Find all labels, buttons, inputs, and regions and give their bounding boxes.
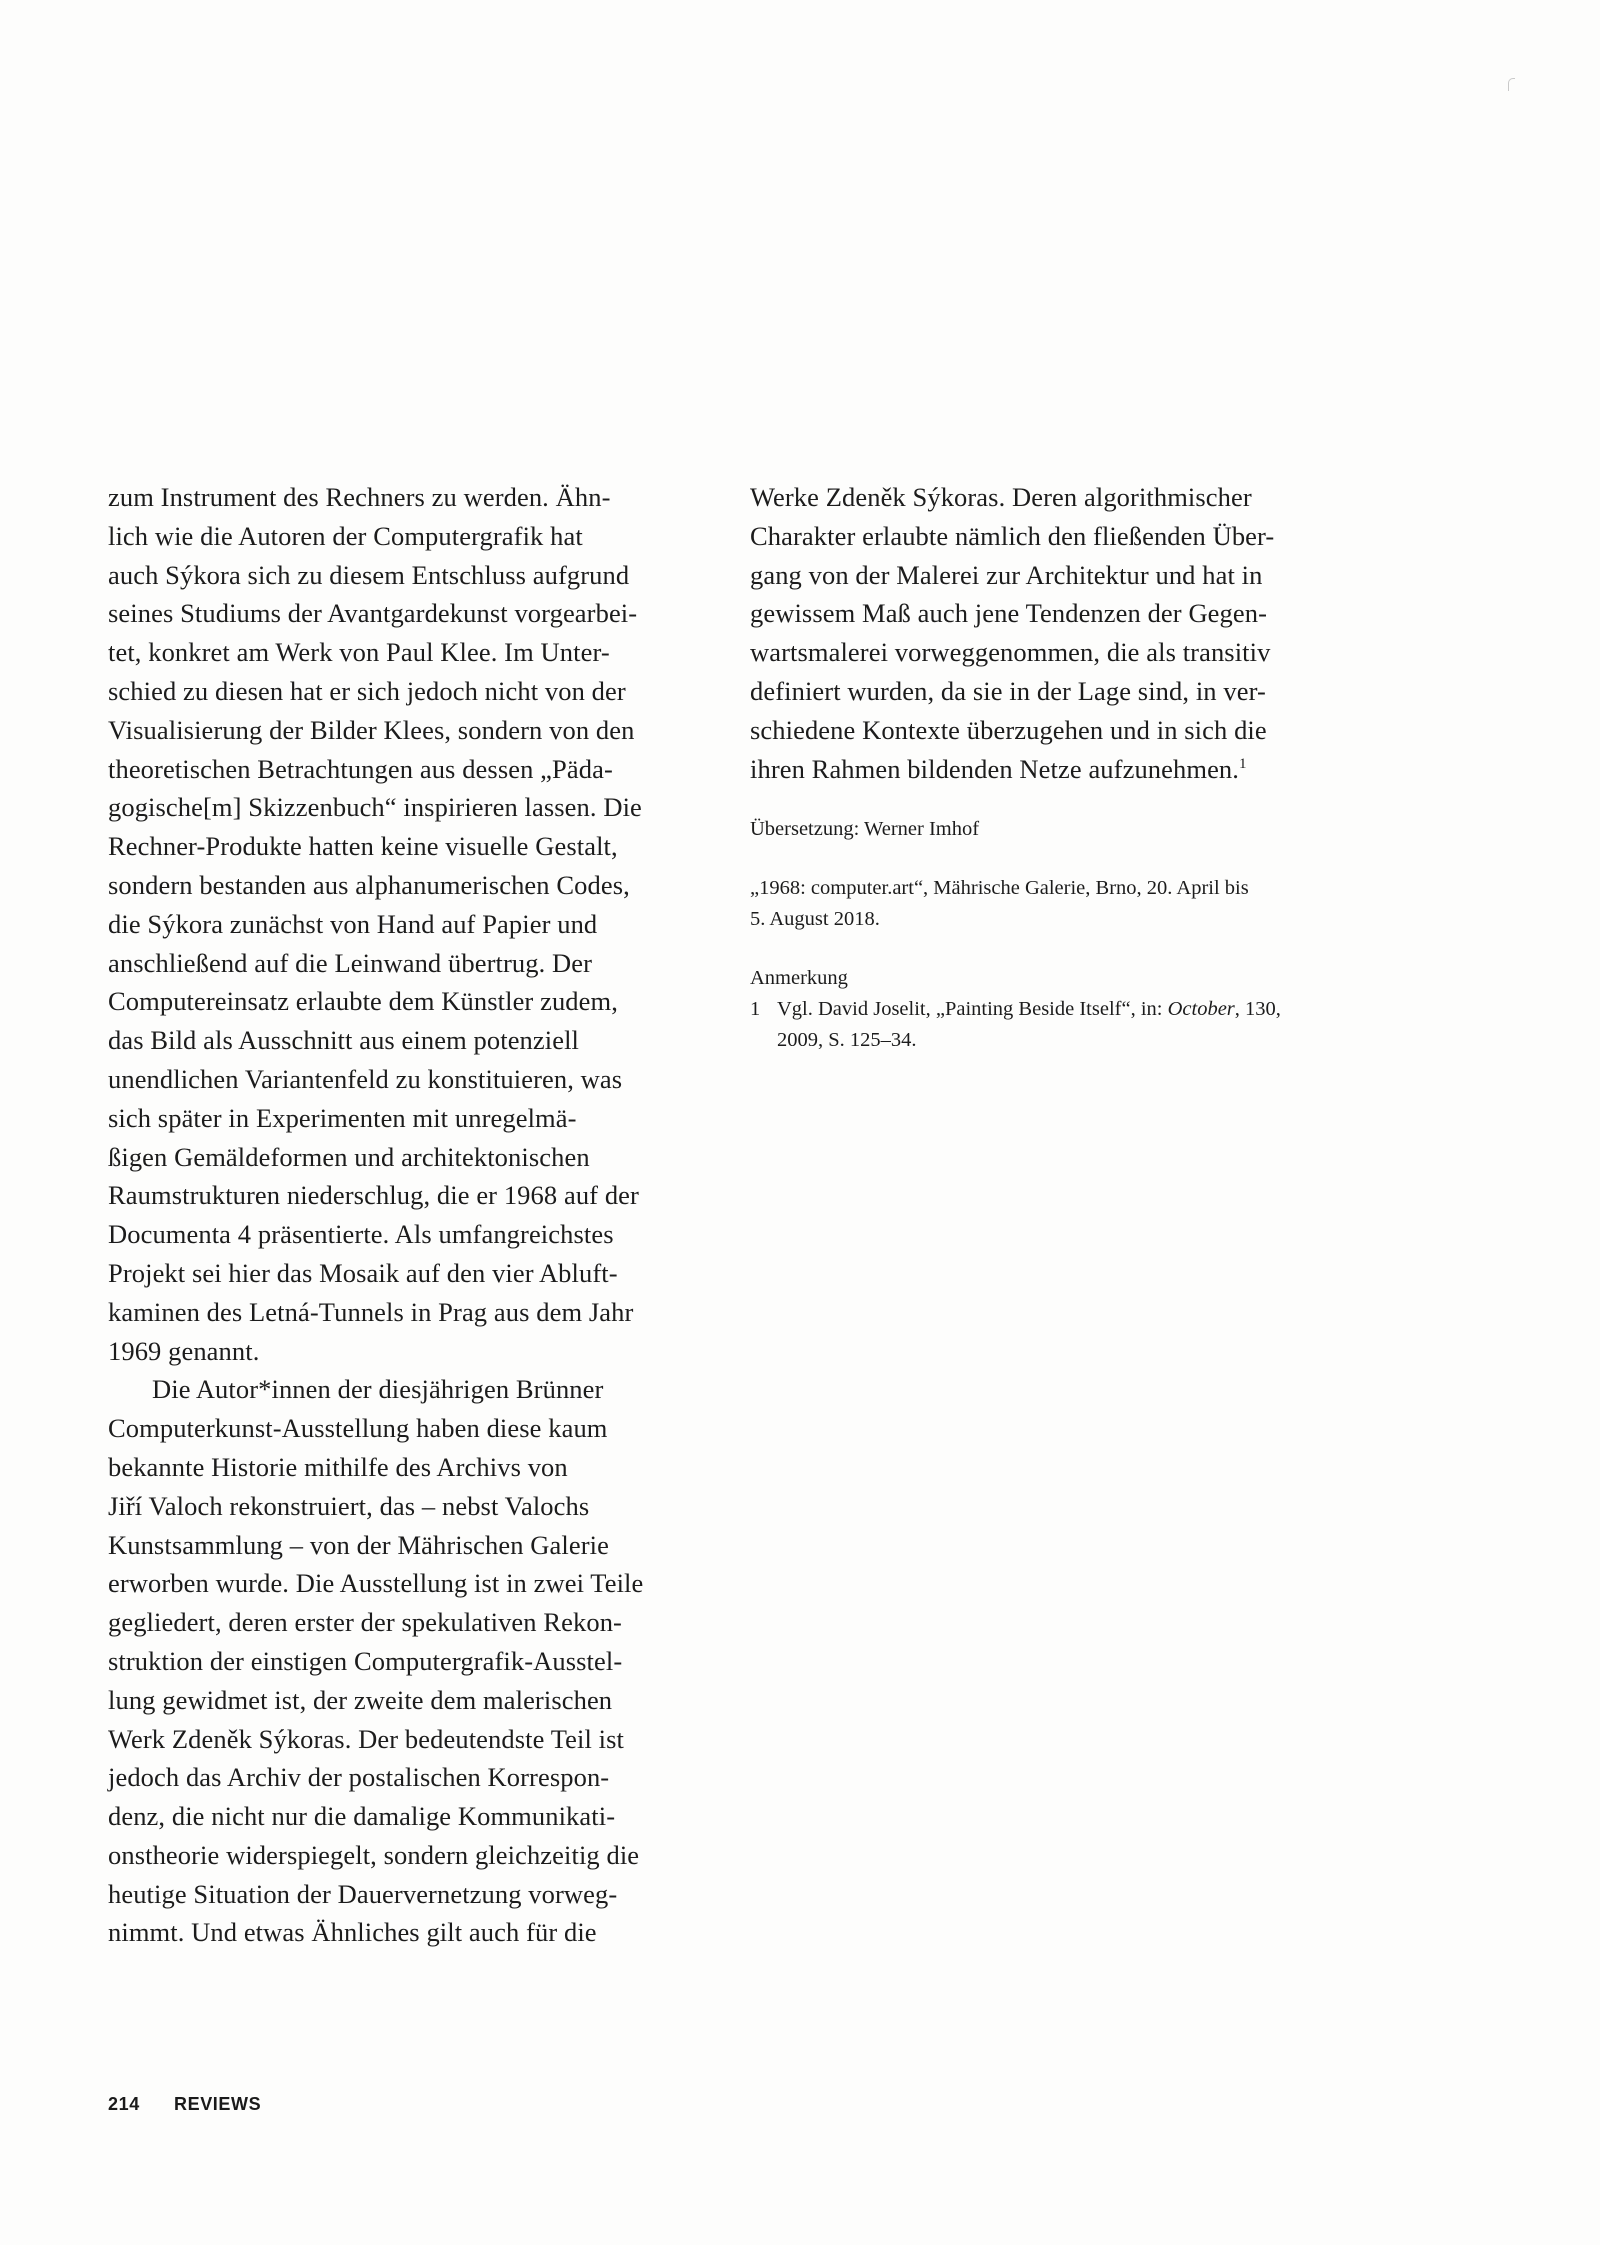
text-line: Documenta 4 präsentierte. Als umfangreichstes	[108, 1219, 614, 1250]
text-line: jedoch das Archiv der postalischen Korrespon-	[108, 1762, 610, 1793]
text-line: schied zu diesen hat er sich jedoch nicht von der	[108, 675, 626, 706]
text-line: Jiří Valoch rekonstruiert, das – nebst Valochs	[108, 1490, 590, 1521]
text-line: schiedene Kontexte überzugehen und in sich die	[750, 714, 1267, 745]
text-line: unendlichen Variantenfeld zu konstituieren, was	[108, 1063, 623, 1094]
text-line: Computerkunst-Ausstellung haben diese kaum	[108, 1413, 608, 1444]
text-line: Computereinsatz erlaubte dem Künstler zudem,	[108, 986, 618, 1017]
exhibition-info	[750, 873, 1365, 935]
text-line: die Sýkora zunächst von Hand auf Papier und	[108, 908, 598, 939]
text-line: nimmt. Und etwas Ähnliches gilt auch für die	[108, 1917, 597, 1948]
text-line: wartsmalerei vorweggenommen, die als transitiv	[750, 637, 1271, 668]
text-line: heutige Situation der Dauervernetzung vorweg-	[108, 1878, 618, 1909]
text-line: tet, konkret am Werk von Paul Klee. Im Unter-	[108, 637, 610, 668]
text-line: struktion der einstigen Computergrafik-Ausstel-	[108, 1645, 623, 1676]
section-label: REVIEWS	[174, 2094, 262, 2114]
text-line: Raumstrukturen niederschlug, die er 1968 auf der	[108, 1180, 639, 1211]
text-line: kaminen des Letná-Tunnels in Prag aus dem Jahr	[108, 1296, 634, 1327]
text-line: Werke Zdeněk Sýkoras. Deren algorithmischer	[750, 482, 1252, 512]
page-number: 214	[108, 2094, 140, 2114]
text-line: Visualisierung der Bilder Klees, sondern von den	[108, 714, 635, 745]
text-line-content: ihren Rahmen bildenden Netze aufzunehmen.	[750, 753, 1240, 784]
text-line: Projekt sei hier das Mosaik auf den vier Abluft-	[108, 1257, 618, 1288]
text-line: seines Studiums der Avantgardekunst vorgearbei-	[108, 598, 638, 629]
footnote-line	[777, 994, 1365, 1025]
footnote-reference[interactable]: 1	[1239, 755, 1247, 772]
text-line: lich wie die Autoren der Computergrafik hat	[108, 520, 583, 551]
text-line: definiert wurden, da sie in der Lage sind, in ver-	[750, 675, 1266, 706]
text-line: theoretischen Betrachtungen aus dessen „Päda-	[108, 753, 613, 784]
scan-artifact-mark	[1508, 78, 1515, 91]
footnote-text: , 130,	[1234, 998, 1281, 1021]
text-line: zum Instrument des Rechners zu werden. Ähn-	[108, 482, 611, 512]
text-line: ßigen Gemäldeformen und architektonischen	[108, 1141, 590, 1172]
text-line: bekannte Historie mithilfe des Archivs von	[108, 1451, 568, 1482]
translation-credit: Übersetzung: Werner Imhof	[750, 818, 980, 841]
text-line-last	[750, 750, 1365, 789]
notes-heading: Anmerkung	[750, 967, 848, 990]
text-line: gogische[m] Skizzenbuch“ inspirieren lassen. Die	[108, 792, 642, 823]
exhibition-info-line: „1968: computer.art“, Mährische Galerie, Brno, 20. April bis	[750, 877, 1249, 900]
text-line: onstheorie widerspiegelt, sondern gleichzeitig die	[108, 1839, 640, 1870]
footnote-number: 1	[750, 998, 761, 1021]
text-line: Rechner-Produkte hatten keine visuelle Gestalt,	[108, 831, 618, 862]
text-line: lung gewidmet ist, der zweite dem malerischen	[108, 1684, 613, 1715]
text-line: Charakter erlaubte nämlich den fließenden Über-	[750, 520, 1275, 551]
text-line: gewissem Maß auch jene Tendenzen der Gegen-	[750, 598, 1268, 629]
text-line: anschließend auf die Leinwand übertrug. Der	[108, 947, 593, 978]
journal-title: October	[1167, 998, 1235, 1021]
text-line: 1969 genannt.	[108, 1335, 260, 1366]
text-line: auch Sýkora sich zu diesem Entschluss aufgrund	[108, 559, 630, 590]
text-line: das Bild als Ausschnitt aus einem potenziell	[108, 1025, 580, 1056]
text-line: sondern bestanden aus alphanumerischen Codes,	[108, 869, 630, 900]
text-line: sich später in Experimenten mit unregelmä-	[108, 1102, 577, 1133]
notes-section	[750, 963, 1365, 1056]
text-line: gang von der Malerei zur Architektur und hat in	[750, 559, 1263, 590]
footnote-line: 2009, S. 125–34.	[777, 1029, 917, 1052]
article-column-left	[108, 478, 718, 1952]
footnote-item	[750, 994, 1365, 1056]
footnote-text: Vgl. David Joselit, „Painting Beside Itself“, in:	[777, 998, 1168, 1021]
page-footer	[108, 2094, 261, 2115]
text-line: denz, die nicht nur die damalige Kommunikati-	[108, 1801, 616, 1832]
exhibition-info-line: 5. August 2018.	[750, 908, 880, 931]
text-line: Werk Zdeněk Sýkoras. Der bedeutendste Teil ist	[108, 1723, 624, 1754]
paragraph-start-line: Die Autor*innen der diesjährigen Brünner	[152, 1374, 604, 1405]
text-line: Kunstsammlung – von der Mährischen Galerie	[108, 1529, 609, 1560]
text-line: erworben wurde. Die Ausstellung ist in zwei Teile	[108, 1568, 644, 1599]
article-column-right	[750, 478, 1365, 1056]
text-line: gegliedert, deren erster der spekulativen Rekon-	[108, 1607, 622, 1638]
